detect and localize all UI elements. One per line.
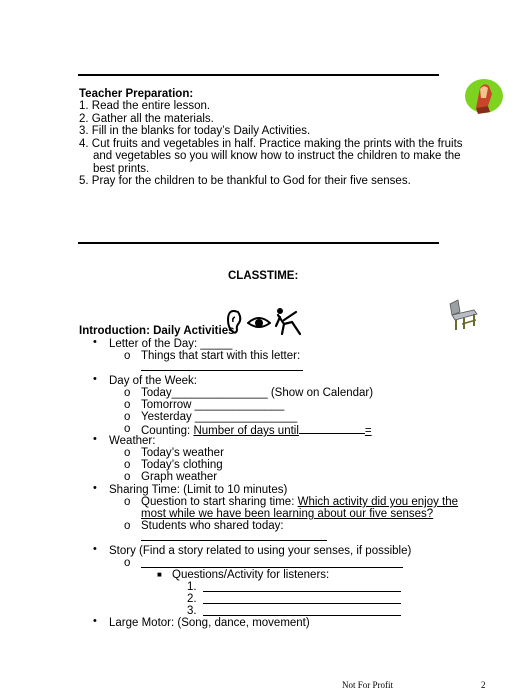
counting-blank[interactable] — [299, 423, 365, 434]
story-blank[interactable] — [141, 558, 403, 568]
school-desk-icon — [444, 298, 480, 332]
classtime-heading: CLASSTIME: — [228, 270, 299, 282]
middle-divider — [78, 242, 439, 244]
question-text-2: most while we have been learning about our five senses? — [141, 508, 434, 520]
letter-of-day: Letter of the Day: _____ — [109, 338, 233, 350]
day-of-week: Day of the Week: — [109, 375, 197, 387]
counting-line — [141, 423, 396, 437]
question-num-1: 1. — [187, 581, 197, 593]
today-line: Today_______________ (Show on Calendar) — [141, 387, 374, 399]
prep-item-4: 4. Cut fruits and vegetables in half. Practice making the prints with the fruits — [79, 137, 463, 150]
bullet: • — [93, 373, 97, 385]
sub-bullet: o — [124, 447, 131, 459]
yesterday-line: Yesterday ________________ — [141, 411, 298, 423]
teacher-prep-heading: Teacher Preparation: — [79, 88, 194, 100]
large-motor: Large Motor: (Song, dance, movement) — [109, 617, 310, 629]
senses-icons — [224, 306, 308, 336]
prep-item-4-cont: and vegetables so you will know how to instruct the children to make the — [93, 150, 461, 162]
sub-bullet: o — [124, 459, 131, 471]
stretching-person-icon — [274, 306, 306, 336]
weather: Weather: — [109, 435, 156, 447]
question-line-1 — [141, 496, 458, 508]
prep-item-4-cont2: best prints. — [93, 162, 150, 175]
prep-item-2: 2. Gather all the materials. — [79, 112, 214, 125]
ear-icon — [224, 306, 244, 336]
intro-heading: Introduction: Daily Activities — [79, 325, 235, 337]
prep-item-1: 1. Read the entire lesson. — [79, 100, 211, 112]
sub-bullet: o — [124, 387, 131, 399]
eye-icon — [247, 315, 271, 331]
question-blank-1[interactable] — [203, 582, 401, 592]
letter-things-blank[interactable] — [141, 362, 303, 371]
question-num-2: 2. — [187, 593, 197, 605]
sub-bullet: o — [124, 557, 131, 569]
bullet: • — [93, 543, 97, 555]
footer-text: Not For Profit — [342, 680, 394, 690]
sub-bullet: o — [124, 471, 131, 483]
question-blank-3[interactable] — [203, 606, 401, 616]
story: Story (Find a story related to using your senses, if possible) — [109, 545, 412, 557]
top-divider — [78, 74, 439, 76]
tomorrow-line: Tomorrow ______________ — [141, 399, 285, 411]
prep-item-5: 5. Pray for the children to be thankful to God for their five senses. — [79, 175, 411, 187]
question-blank-2[interactable] — [203, 594, 401, 604]
bullet: • — [93, 433, 97, 445]
question-label: Question to start sharing time: — [141, 496, 298, 508]
question-num-3: 3. — [187, 605, 197, 617]
sharing-time: Sharing Time: (Limit to 10 minutes) — [109, 484, 288, 496]
sub-bullet: o — [124, 411, 131, 423]
bullet: • — [93, 615, 97, 627]
bullet: • — [93, 482, 97, 494]
students-shared: Students who shared today: — [141, 520, 284, 532]
square-bullet: ■ — [157, 570, 162, 579]
students-blank[interactable] — [141, 532, 327, 541]
question-text-1: Which activity did you enjoy the — [297, 496, 459, 508]
weather-clothing: Today’s clothing — [141, 459, 223, 471]
sub-bullet: o — [124, 423, 131, 435]
letter-things-label: Things that start with this letter: — [141, 350, 301, 362]
questions-for-listeners: Questions/Activity for listeners: — [172, 569, 330, 581]
sub-bullet: o — [124, 399, 131, 411]
weather-today: Today’s weather — [141, 447, 224, 459]
counting-text: Number of days until — [193, 425, 299, 437]
weather-graph: Graph weather — [141, 471, 218, 483]
sub-bullet: o — [124, 496, 131, 508]
bullet: • — [93, 336, 97, 348]
sub-bullet: o — [124, 350, 131, 362]
sub-bullet: o — [124, 520, 131, 532]
counting-equals: = — [364, 425, 372, 437]
page-number: 2 — [481, 680, 486, 690]
praying-hands-icon — [462, 76, 506, 116]
counting-label: Counting: — [141, 425, 194, 437]
prep-item-3: 3. Fill in the blanks for today’s Daily Activities. — [79, 125, 311, 137]
